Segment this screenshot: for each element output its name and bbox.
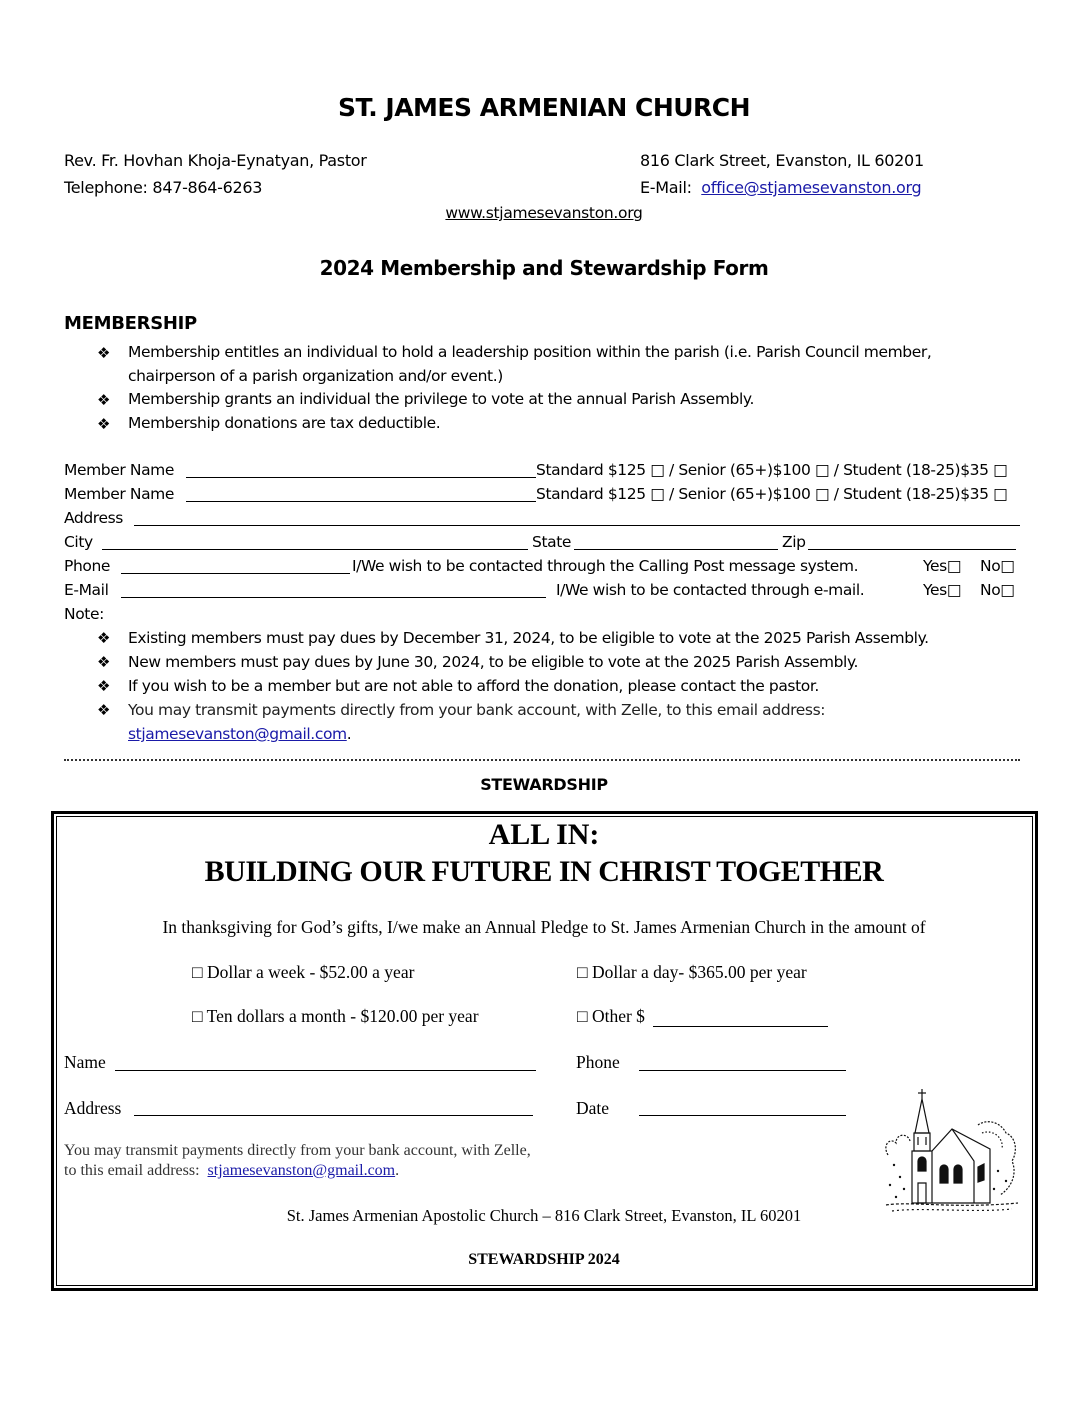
steward-address-label: Address — [64, 1098, 122, 1118]
member-name-field-2[interactable] — [186, 501, 536, 502]
steward-phone-field[interactable] — [639, 1070, 846, 1071]
church-name: ST. JAMES ARMENIAN CHURCH — [337, 93, 751, 122]
email-contact-no[interactable]: No□ — [980, 581, 1015, 599]
calling-post-text: I/We wish to be contacted through the Calling Post message system. — [352, 557, 859, 575]
diamond-bullet-icon: ❖ — [97, 391, 111, 409]
membership-bullet-1-cont: chairperson of a parish organization and/or event.) — [128, 367, 503, 385]
steward-zelle-line-2 — [64, 1162, 399, 1180]
address-label: Address — [64, 509, 123, 527]
steward-zelle-prefix: to this email address: — [64, 1162, 200, 1179]
steward-name-field[interactable] — [115, 1070, 536, 1071]
email-contact-yes[interactable]: Yes□ — [923, 581, 962, 599]
calling-post-yes[interactable]: Yes□ — [923, 557, 962, 575]
option-other[interactable]: □ Other $ — [577, 1006, 645, 1026]
member-name-label: Member Name — [64, 461, 175, 479]
website[interactable]: www.stjamesevanston.org — [445, 204, 643, 222]
email-label: E-Mail — [64, 581, 109, 599]
phone-field[interactable] — [121, 573, 350, 574]
phone-label: Phone — [64, 557, 111, 575]
city-field[interactable] — [102, 549, 528, 550]
dotted-separator — [64, 759, 1020, 761]
option-ten-month[interactable]: □ Ten dollars a month - $120.00 per year — [192, 1006, 479, 1026]
note-1: Existing members must pay dues by December 31, 2024, to be eligible to vote at the 2025 Parish Assembly. — [128, 629, 929, 647]
member-name-label: Member Name — [64, 485, 175, 503]
zip-field[interactable] — [808, 549, 1016, 550]
stewardship-title-1: ALL IN: — [488, 818, 600, 851]
steward-date-label: Date — [576, 1098, 610, 1118]
church-illustration-icon — [882, 1085, 1022, 1215]
steward-zelle-email-link[interactable]: stjamesevanston@gmail.com — [207, 1162, 396, 1179]
membership-bullet-3: Membership donations are tax deductible. — [128, 414, 441, 432]
membership-bullet-1: Membership entitles an individual to hold a leadership position within the parish (i.e. Parish Council member, — [128, 343, 932, 361]
note-4-email-row — [128, 725, 351, 743]
telephone: Telephone: 847-864-6263 — [64, 178, 263, 197]
pastor-name: Rev. Fr. Hovhan Khoja-Eynatyan, Pastor — [64, 151, 367, 170]
footer-address: St. James Armenian Apostolic Church – 816 Clark Street, Evanston, IL 60201 — [286, 1206, 802, 1225]
option-dollar-week[interactable]: □ Dollar a week - $52.00 a year — [192, 962, 415, 982]
membership-heading: MEMBERSHIP — [64, 313, 197, 334]
church-address: 816 Clark Street, Evanston, IL 60201 — [640, 151, 924, 170]
diamond-bullet-icon: ❖ — [97, 701, 111, 719]
stewardship-heading: STEWARDSHIP — [480, 775, 608, 794]
diamond-bullet-icon: ❖ — [97, 629, 111, 647]
steward-phone-label: Phone — [576, 1052, 620, 1072]
member-name-field-1[interactable] — [186, 477, 536, 478]
diamond-bullet-icon: ❖ — [97, 653, 111, 671]
note-label: Note: — [64, 605, 104, 623]
diamond-bullet-icon: ❖ — [97, 677, 111, 695]
note-3: If you wish to be a member but are not able to afford the donation, please contact the pastor. — [128, 677, 819, 695]
zelle-period: . — [346, 725, 352, 743]
email-row — [640, 178, 921, 197]
state-label: State — [532, 533, 572, 551]
email-label: E-Mail: — [640, 178, 692, 197]
state-field[interactable] — [574, 549, 778, 550]
steward-address-field[interactable] — [134, 1115, 533, 1116]
calling-post-no[interactable]: No□ — [980, 557, 1015, 575]
membership-bullet-2: Membership grants an individual the privilege to vote at the annual Parish Assembly. — [128, 390, 754, 408]
diamond-bullet-icon: ❖ — [97, 415, 111, 433]
dues-options-2[interactable]: Standard $125 □ / Senior (65+)$100 □ / Student (18-25)$35 □ — [536, 485, 1008, 503]
email-field[interactable] — [121, 597, 546, 598]
dues-options-1[interactable]: Standard $125 □ / Senior (65+)$100 □ / Student (18-25)$35 □ — [536, 461, 1008, 479]
address-field[interactable] — [134, 525, 1020, 526]
steward-zelle-period: . — [395, 1162, 400, 1179]
diamond-bullet-icon: ❖ — [97, 344, 111, 362]
stewardship-title-2: BUILDING OUR FUTURE IN CHRIST TOGETHER — [204, 855, 884, 888]
office-email-link[interactable]: office@stjamesevanston.org — [701, 178, 922, 197]
note-2: New members must pay dues by June 30, 2024, to be eligible to vote at the 2025 Parish Assembly. — [128, 653, 859, 671]
option-dollar-day[interactable]: □ Dollar a day- $365.00 per year — [577, 962, 807, 982]
steward-date-field[interactable] — [639, 1115, 846, 1116]
pledge-text: In thanksgiving for God’s gifts, I/we make an Annual Pledge to St. James Armenian Church in the amount of — [162, 917, 926, 937]
steward-name-label: Name — [64, 1052, 106, 1072]
form-title: 2024 Membership and Stewardship Form — [319, 256, 769, 280]
city-label: City — [64, 533, 93, 551]
zelle-email-link[interactable]: stjamesevanston@gmail.com — [128, 725, 347, 743]
zip-label: Zip — [782, 533, 806, 551]
footer-title: STEWARDSHIP 2024 — [468, 1251, 620, 1268]
email-contact-text: I/We wish to be contacted through e-mail. — [556, 581, 865, 599]
note-4: You may transmit payments directly from your bank account, with Zelle, to this email address: — [128, 701, 826, 719]
steward-zelle-line-1: You may transmit payments directly from your bank account, with Zelle, — [64, 1142, 531, 1159]
other-amount-field[interactable] — [653, 1026, 828, 1027]
